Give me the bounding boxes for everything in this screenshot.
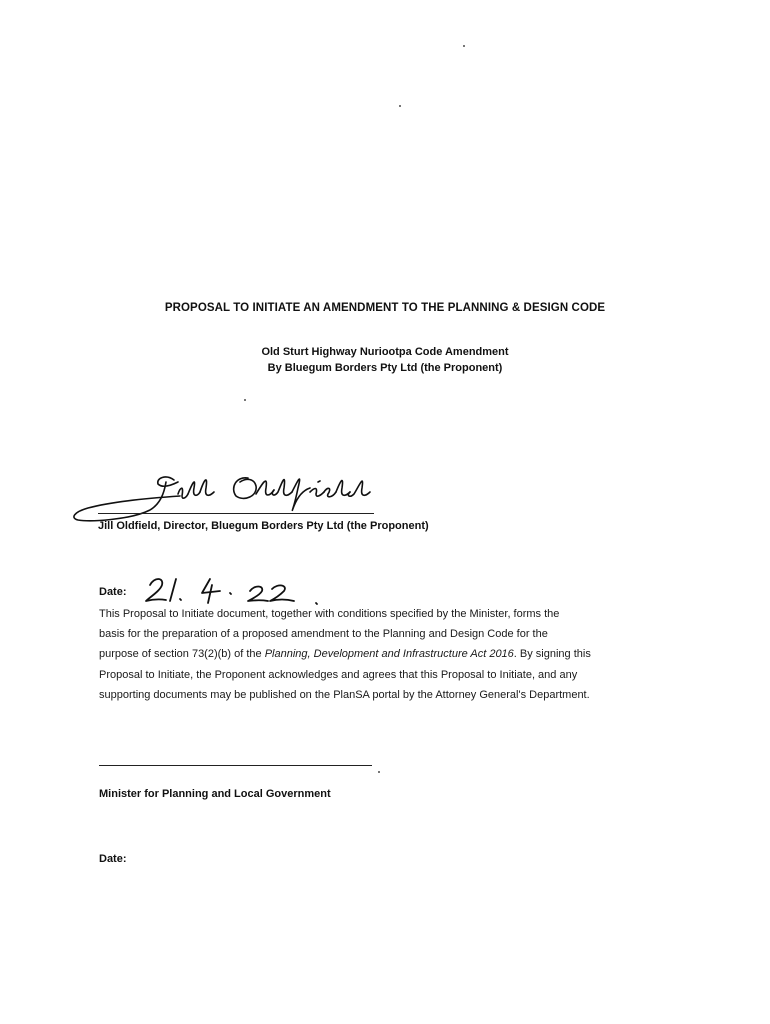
proponent-signature-label: Jill Oldfield, Director, Bluegum Borders Pty Ltd (the Proponent): [98, 520, 429, 532]
proponent-date-label: Date:: [99, 586, 127, 598]
minister-date-label: Date:: [99, 853, 127, 865]
signature-line: [98, 513, 374, 514]
body-line-prefix: purpose of section 73(2)(b) of the: [99, 648, 265, 661]
minister-signature-label: Minister for Planning and Local Government: [99, 788, 331, 800]
body-line: Proposal to Initiate, the Proponent acknowledges and agrees that this Proposal to Initiate, and any: [99, 668, 578, 681]
body-line: basis for the preparation of a proposed amendment to the Planning and Design Code for the: [99, 628, 548, 641]
scan-speck: [463, 45, 465, 47]
minister-signature-line: [99, 765, 372, 766]
amendment-name: Old Sturt Highway Nuriootpa Code Amendment: [261, 346, 509, 358]
scan-speck: [378, 771, 380, 773]
scan-speck: [399, 105, 401, 107]
handwritten-date: [138, 573, 328, 607]
proposal-body-paragraph: [99, 604, 679, 705]
proponent-line: By Bluegum Borders Pty Ltd (the Proponent): [267, 362, 503, 374]
body-line: This Proposal to Initiate document, together with conditions specified by the Minister, forms the: [99, 608, 560, 620]
body-line: [99, 644, 679, 664]
act-title: Planning, Development and Infrastructure Act 2016: [264, 648, 514, 661]
body-line: supporting documents may be published on the PlanSA portal by the Attorney General's Department.: [99, 688, 590, 701]
scan-speck: [244, 399, 246, 401]
body-line-suffix: . By signing this: [513, 648, 591, 661]
document-title: PROPOSAL TO INITIATE AN AMENDMENT TO THE PLANNING & DESIGN CODE: [164, 302, 606, 314]
